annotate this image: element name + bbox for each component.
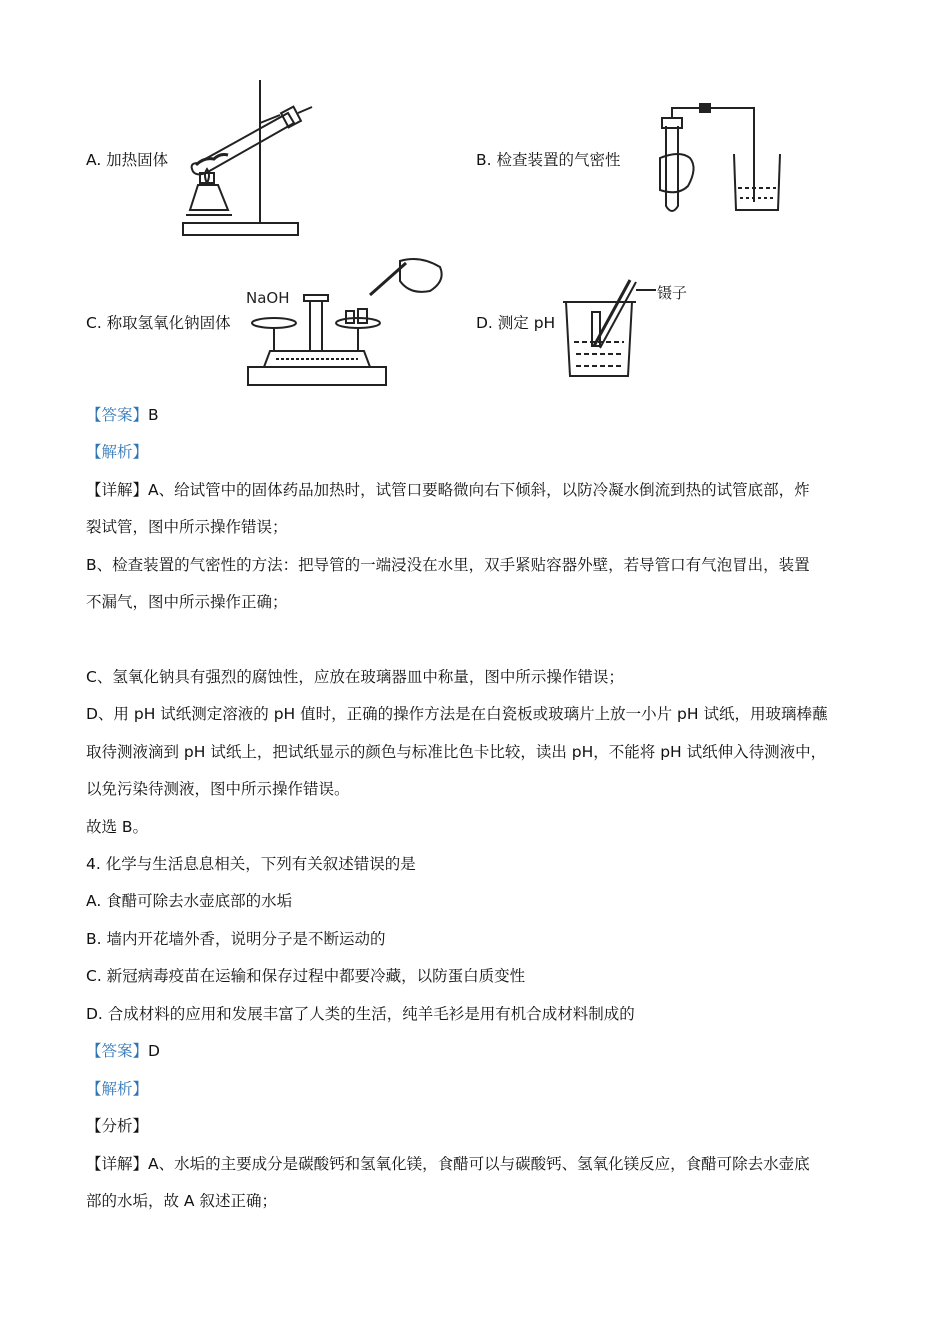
q4-detail-a-line2: 部的水垢，故 A 叙述正确； xyxy=(86,1192,277,1210)
option-a-label: A. 加热固体 xyxy=(86,151,169,169)
figure-balance xyxy=(240,255,455,390)
q4-analysis-tag: 【解析】 xyxy=(86,1080,149,1098)
q3-answer-value: B xyxy=(148,406,159,424)
q3-detail-b-line1: B、检查装置的气密性的方法：把导管的一端浸没在水里，双手紧贴容器外壁，若导管口有气泡冒出，装置 xyxy=(86,556,810,574)
q3-detail-d-line1: D、用 pH 试纸测定溶液的 pH 值时，正确的操作方法是在白瓷板或玻璃片上放一小片 pH 试纸，用玻璃棒蘸 xyxy=(86,705,828,723)
naoh-tag: NaOH xyxy=(246,289,290,307)
q3-detail-a-line1 xyxy=(86,479,810,501)
q4-detail-a-line1 xyxy=(86,1153,810,1175)
q3-answer-tag: 【答案】 xyxy=(86,406,149,424)
q3-answer xyxy=(86,404,159,426)
q4-option-d: D. 合成材料的应用和发展丰富了人类的生活，纯羊毛衫是用有机合成材料制成的 xyxy=(86,1005,635,1023)
q4-detail-a-text1: A、水垢的主要成分是碳酸钙和氢氧化镁，食醋可以与碳酸钙、氢氧化镁反应，食醋可除去水壶底 xyxy=(148,1155,810,1173)
q4-answer-tag: 【答案】 xyxy=(86,1042,149,1060)
q3-detail-a-text1: A、给试管中的固体药品加热时，试管口要略微向右下倾斜，以防冷凝水倒流到热的试管底部，炸 xyxy=(148,481,810,499)
figure-ph-test xyxy=(560,268,710,383)
q4-option-a: A. 食醋可除去水壶底部的水垢 xyxy=(86,892,293,910)
q3-detail-d-line3: 以免污染待测液，图中所示操作错误。 xyxy=(86,780,350,798)
tweezers-tag: 镊子 xyxy=(657,284,688,302)
q3-detail-c: C、氢氧化钠具有强烈的腐蚀性，应放在玻璃器皿中称量，图中所示操作错误； xyxy=(86,668,624,686)
q4-analysis-sub-tag: 【分析】 xyxy=(86,1117,149,1135)
figure-airtightness-check xyxy=(650,98,790,220)
q3-detail-tag: 【详解】 xyxy=(86,481,149,499)
option-b-label: B. 检查装置的气密性 xyxy=(476,151,621,169)
option-c-label: C. 称取氢氧化钠固体 xyxy=(86,314,231,332)
q4-detail-tag: 【详解】 xyxy=(86,1155,149,1173)
q4-option-b: B. 墙内开花墙外香，说明分子是不断运动的 xyxy=(86,930,386,948)
q3-detail-a-line2: 裂试管，图中所示操作错误； xyxy=(86,518,288,536)
q4-answer-value: D xyxy=(148,1042,160,1060)
option-d-label: D. 测定 pH xyxy=(476,314,556,332)
figure-heating-solid xyxy=(180,75,320,240)
q4-option-c: C. 新冠病毒疫苗在运输和保存过程中都要冷藏，以防蛋白质变性 xyxy=(86,967,526,985)
q3-conclusion: 故选 B。 xyxy=(86,818,149,836)
q3-detail-d-line2: 取待测液滴到 pH 试纸上，把试纸显示的颜色与标准比色卡比较，读出 pH，不能将 pH 试纸伸入待测液中， xyxy=(86,743,827,761)
q4-answer xyxy=(86,1040,160,1062)
q3-analysis-tag: 【解析】 xyxy=(86,443,149,461)
q3-detail-b-line2: 不漏气，图中所示操作正确； xyxy=(86,593,288,611)
q4-stem: 4. 化学与生活息息相关，下列有关叙述错误的是 xyxy=(86,855,416,873)
